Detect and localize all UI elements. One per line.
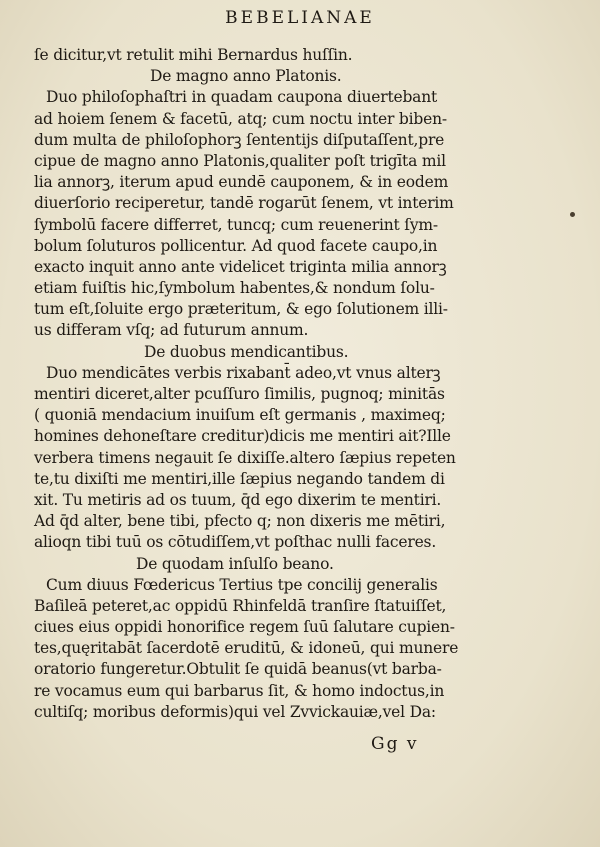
text-line: Duo philoſophaſtri in quadam caupona diuertebant — [46, 88, 438, 107]
signature-mark: Gg v — [371, 734, 419, 754]
text-line: tum eſt,ſoluite ergo præteritum, & ego ſolutionem illi- — [34, 300, 448, 319]
text-line: tes,quęritabāt ſacerdotē eruditū, & idoneū, qui munere — [34, 639, 459, 658]
text-line: dum multa de philoſophorꝫ ſententijs diſputaſſent,pre — [34, 130, 445, 149]
text-line: xit. Tu metiris ad os tuum, q̄d ego dixerim te mentiri. — [34, 490, 442, 509]
text-line: ciues eius oppidi honorifice regem ſuū ſalutare cupien- — [34, 618, 455, 637]
text-line: alioqn tibi tuū os cōtudiſſem,vt poſthac nulli faceres. — [34, 533, 437, 552]
text-line: re vocamus eum qui barbarus ſit, & homo indoctus,in — [34, 681, 445, 700]
section-heading: De quodam inſulſo beano. — [136, 554, 334, 573]
running-head: BEBELIANAE — [225, 8, 375, 28]
text-line: ſymbolū facere differret, tuncq; cum reuenerint ſym- — [34, 215, 438, 234]
text-line: etiam fuiſtis hic,ſymbolum habentes,& nondum ſolu- — [34, 279, 435, 298]
ink-speck — [570, 212, 575, 217]
text-line: homines dehoneſtare creditur)dicis me mentiri ait?Ille — [34, 427, 451, 446]
text-line: verbera timens negauit ſe dixiſſe.altero ſæpius repeten — [34, 448, 456, 467]
section-heading: De duobus mendicantibus. — [144, 342, 349, 361]
text-line: ad hoiem ſenem & facetū, atq; cum noctu inter biben- — [34, 109, 447, 128]
text-line: mentiri diceret,alter pcuſſuro ſimilis, pugnoq; minitās — [34, 385, 445, 403]
text-line: Baſileā peteret,ac oppidū Rhinfeldā tranſire ſtatuiſſet, — [34, 596, 447, 615]
text-line: Ad q̄d alter, bene tibi, pfecto q; non dixeris me mētiri, — [34, 512, 446, 531]
text-line: lia annorꝫ, iterum apud eundē cauponem, & in eodem — [34, 173, 449, 192]
text-line: ( quoniā mendacium inuiſum eſt germanis , maximeq; — [34, 406, 446, 425]
text-line: ſe dicitur,vt retulit mihi Bernardus huſſin. — [34, 46, 353, 64]
text-line: diuerſorio reciperetur, tandē rogarūt ſenem, vt interim — [34, 194, 454, 213]
text-line: cipue de magno anno Platonis,qualiter poſt trigīta mil — [34, 151, 446, 170]
text-block — [34, 45, 504, 723]
text-line: oratorio fungeretur.Obtulit ſe quidā beanus(vt barba- — [34, 660, 442, 679]
text-line: us differam vſq; ad futurum annum. — [34, 321, 309, 340]
text-line: te,tu dixiſti me mentiri,ille ſæpius negando tandem di — [34, 469, 445, 488]
text-line: exacto inquit anno ante videlicet triginta milia annorꝫ — [34, 257, 447, 276]
text-line: Duo mendicātes verbis rixabant̄ adeo,vt vnus alterꝫ — [46, 363, 441, 382]
text-line: Cum diuus Fœdericus Tertius tpe concilij generalis — [46, 575, 438, 594]
text-line: cultiſq; moribus deformis)qui vel Zvvickauiæ,vel Da: — [34, 702, 436, 721]
section-heading: De magno anno Platonis. — [150, 67, 342, 86]
text-line: bolum ſoluturos pollicentur. Ad quod facete caupo,in — [34, 236, 438, 255]
